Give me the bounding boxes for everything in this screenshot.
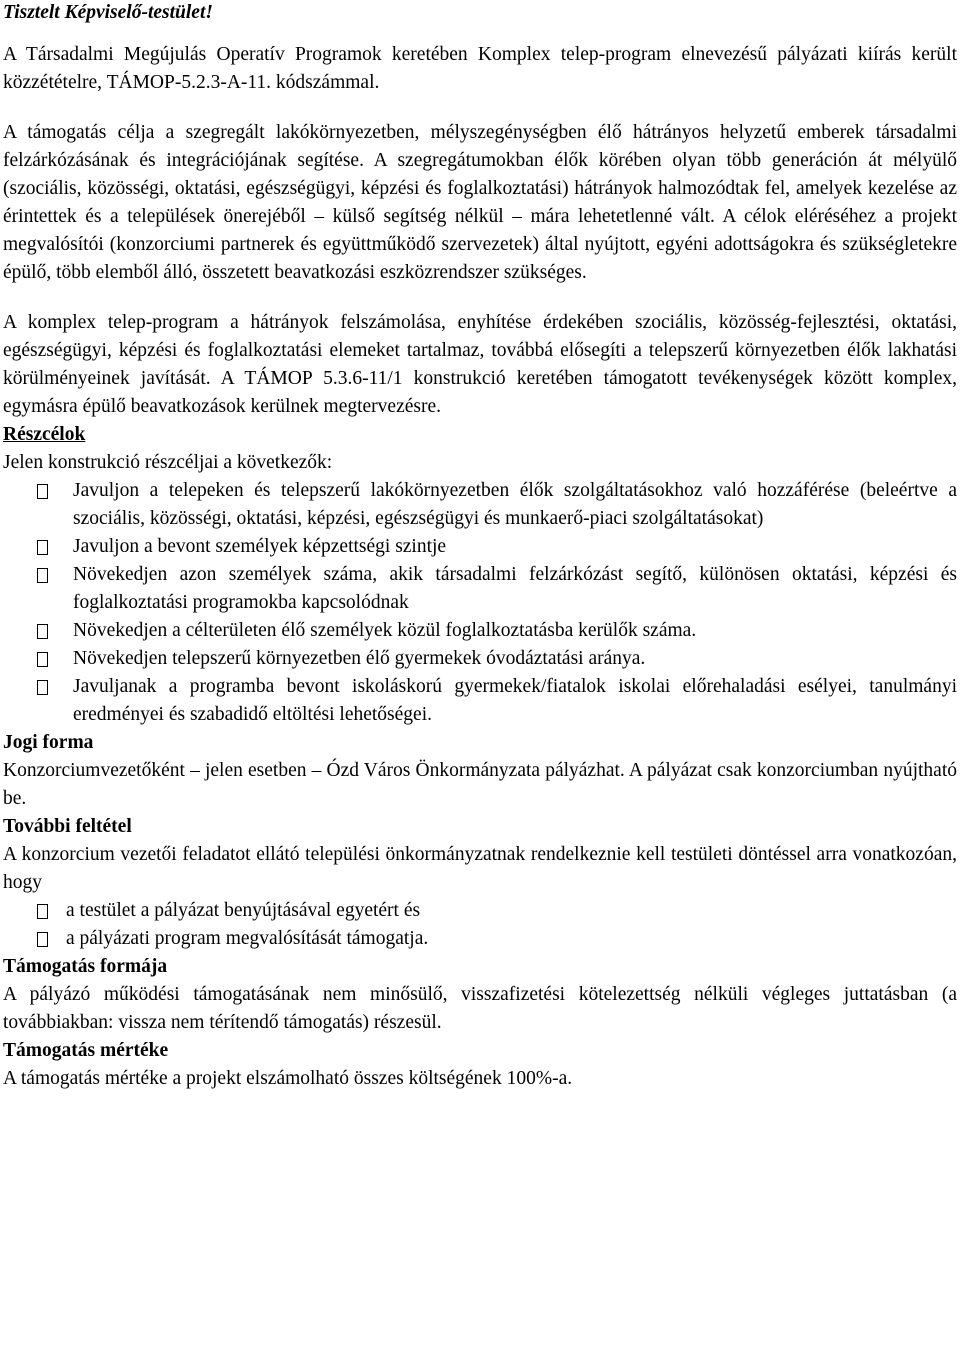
legal-form-text: Konzorciumvezetőként – jelen esetben – Ózd Város Önkormányzata pályázhat. A pályázat csak konzorciumban nyújtható be. — [3, 760, 957, 809]
bullet-icon — [37, 652, 48, 667]
complex-program-paragraph: A komplex telep-program a hátrányok felszámolása, enyhítése érdekében szociális, közösség-fejlesztési, oktatási, egészségügyi, képzési és foglalkoztatási elemeket tartalmaz, továbbá elősegíti a telepszerű környezetben élők lakhatási körülményeinek javítását. A TÁMOP 5.3.6-11/1 konstrukció keretében támogatott tevékenységek között komplex, egymásra épülő beavatkozások kerülnek megtervezésre. — [3, 312, 957, 417]
legal-form-heading: Jogi forma — [3, 732, 94, 753]
bullet-icon — [37, 624, 48, 639]
list-item: a pályázati program megvalósítását támogatja. — [3, 925, 957, 953]
bullet-icon — [37, 484, 48, 499]
list-item: a testület a pályázat benyújtásával egyetért és — [3, 897, 957, 925]
condition-heading: További feltétel — [3, 816, 132, 837]
subgoals-intro: Jelen konstrukció részcéljai a következők: — [3, 452, 333, 473]
bullet-icon — [37, 680, 48, 695]
list-item: Javuljon a bevont személyek képzettségi szintje — [3, 533, 957, 561]
bullet-icon — [37, 932, 48, 947]
greeting: Tisztelt Képviselő-testület! — [3, 2, 213, 23]
intro-paragraph: A Társadalmi Megújulás Operatív Programok keretében Komplex telep-program elnevezésű pályázati kiírás került közzétételre, TÁMOP-5.2.3-A-11. kódszámmal. — [3, 44, 957, 93]
subgoals-heading: Részcélok — [3, 424, 86, 445]
subgoals-list — [3, 477, 957, 729]
list-item: Növekedjen telepszerű környezetben élő gyermekek óvodáztatási aránya. — [3, 645, 957, 673]
condition-text: A konzorcium vezetői feladatot ellátó települési önkormányzatnak rendelkeznie kell testületi döntéssel arra vonatkozóan, hogy — [3, 844, 957, 893]
support-form-heading: Támogatás formája — [3, 956, 168, 977]
support-amount-text: A támogatás mértéke a projekt elszámolható összes költségének 100%-a. — [3, 1068, 573, 1089]
support-amount-heading: Támogatás mértéke — [3, 1040, 169, 1061]
goal-paragraph: A támogatás célja a szegregált lakókörnyezetben, mélyszegénységben élő hátrányos helyzetű emberek társadalmi felzárkózásának és integrációjának segítése. A szegregátumokban élők körében olyan több generáción át mélyülő (szociális, közösségi, oktatási, egészségügyi, képzési és foglalkoztatási) hátrányok halmozódtak fel, amelyek kezelése az érintettek és a települések önerejéből – külső segítség nélkül – mára lehetetlenné vált. A célok eléréséhez a projekt megvalósítói (konzorciumi partnerek és együttműködő szervezetek) által nyújtott, egyéni adottságokra és szükségletekre épülő, több elemből álló, összetett beavatkozási eszközrendszer szükséges. — [3, 122, 957, 283]
list-item: Növekedjen a célterületen élő személyek közül foglalkoztatásba kerülők száma. — [3, 617, 957, 645]
list-item: Növekedjen azon személyek száma, akik társadalmi felzárkózást segítő, különösen oktatási, képzési és foglalkoztatási programokba kapcsolódnak — [3, 561, 957, 617]
bullet-icon — [37, 904, 48, 919]
bullet-icon — [37, 540, 48, 555]
support-form-text: A pályázó működési támogatásának nem minősülő, visszafizetési kötelezettség nélküli végleges juttatásban (a továbbiakban: vissza nem térítendő támogatás) részesül. — [3, 984, 957, 1033]
list-item: Javuljanak a programba bevont iskoláskorú gyermekek/fiatalok iskolai előrehaladási esélyei, tanulmányi eredményei és szabadidő eltöltési lehetőségei. — [3, 673, 957, 729]
condition-list — [3, 897, 957, 953]
bullet-icon — [37, 568, 48, 583]
list-item: Javuljon a telepeken és telepszerű lakókörnyezetben élők szolgáltatásokhoz való hozzáférése (beleértve a szociális, közösségi, oktatási, képzési, egészségügyi és munkaerő-piaci szolgáltatásokat) — [3, 477, 957, 533]
